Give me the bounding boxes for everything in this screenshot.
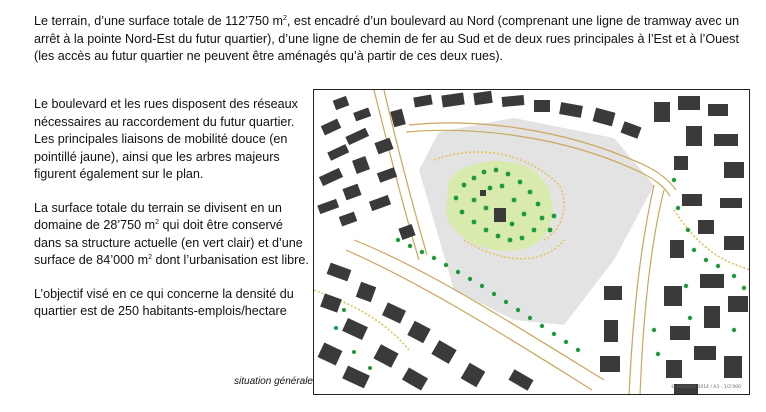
description-column: [34, 96, 312, 337]
park-building-small: [480, 190, 486, 196]
surface-paragraph: [34, 200, 312, 270]
surface-sup-2: 2: [148, 254, 153, 261]
surface-text-3: dont l’urbanisation est libre.: [152, 253, 309, 267]
map-credit: © Urbanité 2014 / A3 - 1/2’000: [670, 385, 741, 390]
intro-text-1: Le terrain, d’une surface totale de 112’750 m: [34, 14, 284, 28]
intro-text-2: , est encadré d’un boulevard au Nord (comprenant une ligne de tramway avec un arrêt à la pointe Nord-Est du futur quartier), d’une ligne de chemin de fer au Sud et de deux rues principales à l’Est et à l’Ouest (les accès au futur quartier ne peuvent être aménagés qu’à partir de ces deux rues).: [34, 14, 740, 63]
intro-paragraph: [34, 13, 750, 66]
surface-sup-1: 2: [155, 219, 160, 226]
park-building-main: [494, 208, 506, 222]
site-map: [313, 89, 750, 395]
intro-sup: 2: [283, 15, 287, 22]
networks-paragraph: Le boulevard et les rues disposent des réseaux nécessaires au raccordement du futur quartier. Les principales liaisons de mobilité douce (en pointillé jaune), ainsi que les arbres majeurs figurent également sur le plan.: [34, 97, 298, 181]
density-paragraph: L’objectif visé en ce qui concerne la densité du quartier est de 250 habitants-emplois/hectare: [34, 286, 294, 318]
site-plan-drawing: [314, 90, 750, 395]
surface-text-2: qui doit être conservé dans sa structure actuelle (en vert clair) et d’une surface de 84’000 m: [34, 218, 303, 267]
map-caption: situation générale: [234, 376, 313, 387]
surface-text-1: La surface totale du terrain se divisent en un domaine de 28’750 m: [34, 200, 282, 232]
